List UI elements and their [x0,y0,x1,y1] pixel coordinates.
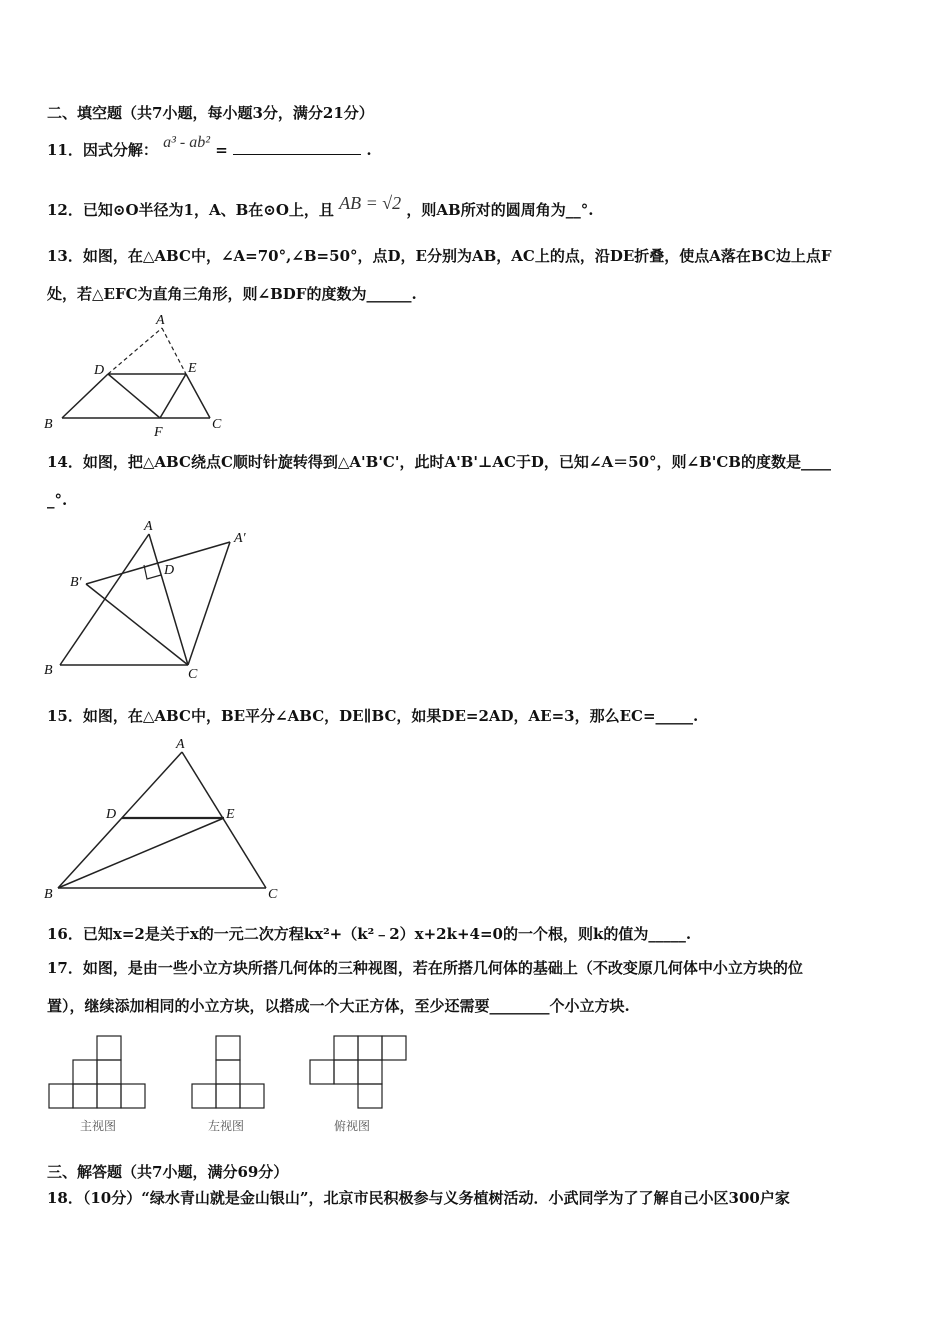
q13-label-e: E [188,361,197,376]
q11-expression: a³ - ab² [163,134,211,151]
question-17-line-1: 17．如图，是由一些小立方块所搭几何体的三种视图，若在所搭几何体的基础上（不改变原几何体中小立方块的位 [47,959,803,977]
q12-expression: AB = √2 [339,193,402,213]
q17-three-views-figure [40,1030,420,1138]
q15-label-d: D [106,807,117,822]
q14-label-d: D [164,563,175,578]
q14-label-a-prime: A′ [234,531,246,546]
q14-side-b2c [86,584,188,665]
q15-label-b: B [44,887,53,902]
q11-suffix: . [366,141,372,159]
q17-top-view-caption: 俯视图 [334,1119,371,1133]
section-3-heading: 三、解答题（共7小题，满分69分） [47,1163,289,1181]
q11-prefix: 11．因式分解： [47,141,158,159]
q13-label-b: B [44,417,53,432]
question-14-line-1: 14．如图，把△ABC绕点C顺时针旋转得到△A'B'C'，此时A'B'⊥AC于D，已知∠A＝50°，则∠B'CB的度数是____ [47,453,831,471]
question-13-line-1: 13．如图，在△ABC中，∠A=70°,∠B=50°，点D，E分别为AB，AC上的点，沿DE折叠，使点A落在BC边上点F [47,247,832,265]
q15-side-ac [182,752,266,888]
question-11 [47,134,372,161]
q17-left-view-caption: 左视图 [208,1119,245,1133]
q15-label-a: A [176,737,185,752]
question-13-line-2: 处，若△EFC为直角三角形，则∠BDF的度数为______. [47,285,417,303]
q17-left-view [192,1036,264,1108]
q13-label-d: D [94,363,105,378]
q14-side-a2c [188,542,230,665]
q11-equals: = [215,141,228,159]
q13-side-ec [186,374,210,418]
question-14-line-2: _°. [47,491,68,509]
q17-front-view-caption: 主视图 [80,1119,117,1133]
q15-label-c: C [268,887,278,902]
q13-label-f: F [154,425,163,440]
q13-figure [40,310,230,440]
q13-side-bd [62,374,108,418]
q13-segment-ef [160,374,186,418]
q14-label-b: B [44,663,53,678]
q14-side-b2a2 [86,542,230,584]
q15-figure [40,734,290,904]
q13-segment-df [108,374,160,418]
q15-label-e: E [226,807,235,822]
q13-dashed-ae [162,328,186,374]
q17-front-view [49,1036,145,1108]
q12-prefix: 12．已知⊙O半径为1，A、B在⊙O上，且 [47,201,334,219]
question-17-line-2: 置），继续添加相同的小立方块，以搭成一个大正方体，至少还需要________个小立方块. [47,997,630,1015]
q11-answer-blank[interactable] [233,140,361,155]
question-16-line-1: 16．已知x=2是关于x的一元二次方程kx²+（k²﹣2）x+2k+4=0的一个根，则k的值为_____. [47,925,692,943]
q14-side-ac [149,534,188,665]
q15-side-ba [58,752,182,888]
q13-dashed-ad [108,328,162,374]
q15-segment-be [58,818,224,888]
q14-label-b-prime: B′ [70,575,82,590]
q13-label-c: C [212,417,222,432]
q14-label-c: C [188,667,198,682]
q14-figure [40,512,270,682]
question-15-line-1: 15．如图，在△ABC中，BE平分∠ABC，DE∥BC，如果DE=2AD，AE=3，那么EC=_____. [47,707,699,725]
question-18-line-1: 18．（10分）“绿水青山就是金山银山”，北京市民积极参与义务植树活动．小武同学为了了解自己小区300户家 [47,1189,790,1207]
q12-suffix: ，则AB所对的圆周角为__°. [406,201,594,219]
question-12 [47,193,594,220]
section-2-heading: 二、填空题（共7小题，每小题3分，满分21分） [47,104,374,122]
q13-label-a: A [156,313,165,328]
q17-top-view [310,1036,406,1108]
q14-label-a: A [144,519,153,534]
